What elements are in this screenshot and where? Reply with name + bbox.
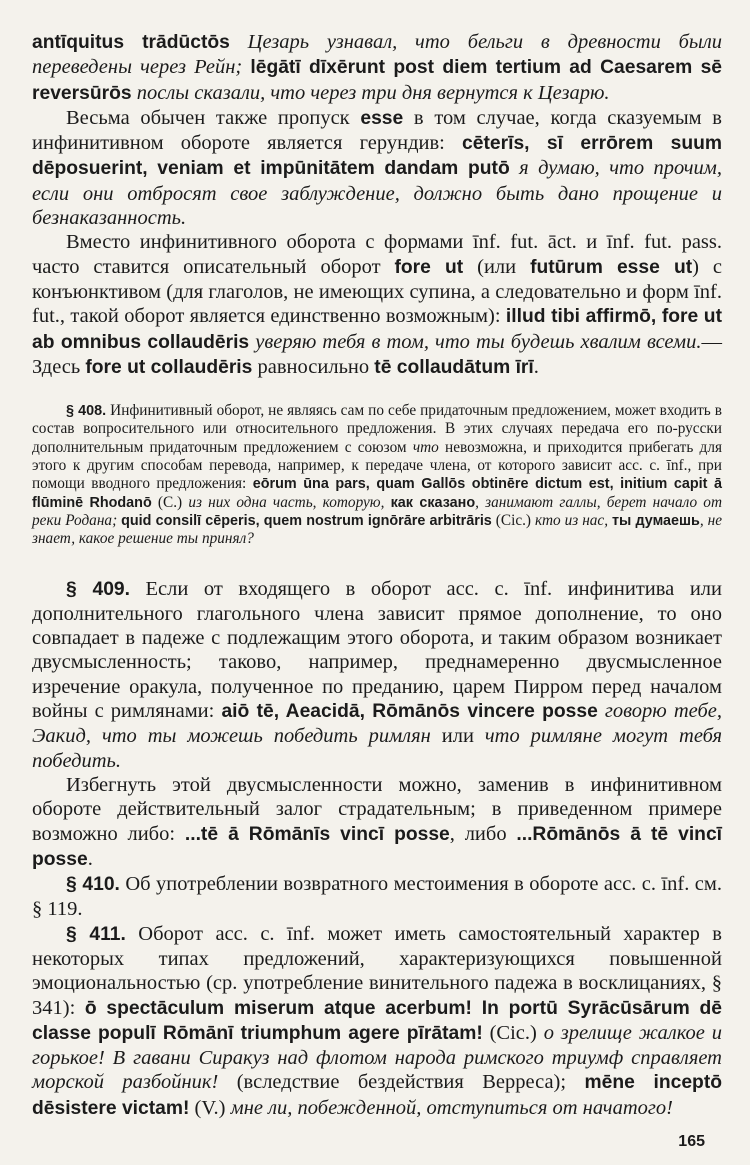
latin-text: quid consilī cēperis, quem nostrum ignōrāre arbitrāris: [121, 512, 492, 529]
translation-text: послы сказали, что через три дня вернутся к Цезарю.: [131, 81, 610, 104]
latin-text: illud tibi affirmō, fore ut ab omnibus collaudēris: [32, 306, 722, 353]
latin-text: eōrum ūna pars, quam Gallōs obtinēre dictum est, initium capit ā flūminē Rhodanō: [32, 476, 722, 511]
body-text: .: [87, 847, 93, 870]
body-text: Инфинитивный оборот, не являясь сам по себе придаточным предложением, может входить в состав вопросительного или относительного предложения. В этих случаях передача его по-русски дополнительным придаточным предложением с союзом: [32, 402, 722, 456]
latin-text: ...tē ā Rōmānīs vincī posse: [184, 823, 450, 845]
section-408: [32, 402, 722, 548]
source-ref: (Cic.): [491, 511, 535, 529]
body-text: .: [533, 355, 539, 378]
body-text: Оборот acc. c. īnf. может иметь самостоятельный характер в некоторых типах предложений, характеризующихся повышенной эмоциональностью (ср. употребление винительного падежа в восклицаниях, § 341):: [32, 922, 722, 1019]
body-text: Если от входящего в оборот acc. c. īnf. инфинитива или дополнительного глагольного члена зависит прямое дополнение, то оно совпадает в падеже с подлежащим этого оборота, и таким образом возникает двусмысленность; таково, например, преднамеренно двусмысленное изречение оракула, полученное по преданию, царем Пирром перед началом войны с римлянами:: [32, 577, 722, 723]
latin-text: cēterīs, sī errōrem suum dēposuerint, veniam et impūnitātem dandam putō: [32, 133, 722, 180]
body-text: в том случае, когда сказуемым в инфинитивном обороте является герундив:: [32, 106, 722, 155]
latin-text: ...Rōmānōs ā tē vincī posse: [32, 823, 723, 870]
body-text: (или: [463, 255, 531, 278]
section-number: § 410.: [66, 874, 120, 896]
section-409: [32, 577, 722, 773]
section-number: § 411.: [66, 923, 126, 945]
translation-text: о зрелище жалкое и горькое! В гавани Сиракуз над флотом народа римского триумф справляет морской разбойник!: [32, 1021, 722, 1094]
translation-text: кто из нас,: [535, 511, 613, 529]
latin-text: fore ut collaudēris: [85, 356, 253, 378]
latin-text: fore ut: [394, 256, 464, 278]
section-number: § 408.: [66, 403, 107, 420]
translation-text: Цезарь узнавал, что бельги в древности были переведены через Рейн;: [32, 31, 723, 79]
latin-text: ō spectāculum miserum atque acerbum! In portū Syrācūsārum dē classe populī Rōmānī triumphum agere pīrātam!: [32, 997, 723, 1044]
section-408-text: [32, 402, 722, 548]
translation-text: , занимают галлы, берет начало от реки Родана;: [32, 493, 723, 529]
emphasis-text: как сказано: [390, 494, 476, 511]
body-text: ) с конъюнктивом (для глаголов, не имеющих супина, а следовательно и форм īnf. fut., такой оборот является единственно возможным):: [32, 255, 722, 328]
translation-text: мне ли, побежденной, отступиться от начатого!: [230, 1096, 673, 1119]
page-number: 165: [678, 1133, 705, 1150]
translation-text: из них одна часть, которую,: [188, 493, 391, 511]
body-text: невозможна, и приходится прибегать для этого к другим способам перевода, например, к передаче члена, от которого зависит acc. c. īnf., при помощи вводного предложения:: [32, 438, 722, 493]
main-text: [32, 30, 722, 1121]
latin-text: tē collaudātum īrī: [374, 356, 534, 378]
source-ref: (Cic.): [482, 1021, 544, 1044]
source-ref: (V.): [189, 1096, 231, 1119]
section-number: § 409.: [66, 578, 130, 600]
section-410: [32, 872, 722, 922]
body-text: Избегнуть этой двусмысленности можно, заменив в инфинитивном обороте действительный залог страдательным; в приведенном примере возможно либо:: [32, 773, 722, 845]
paragraph-3: [32, 230, 722, 380]
latin-text: aiō tē, Aeacidā, Rōmānōs vincere posse: [221, 701, 598, 723]
section-411: [32, 922, 722, 1121]
translation-text: уверяю тебя в том, что ты будешь хвалим всеми.: [249, 330, 702, 353]
body-text: (вследствие бездействия Верреса);: [218, 1071, 585, 1094]
latin-text: antīquitus trādūctōs: [32, 32, 230, 53]
latin-text: futūrum esse ut: [530, 256, 693, 278]
source-ref: (C.): [151, 493, 189, 511]
latin-text: mēne inceptō dēsistere victam!: [32, 1072, 722, 1119]
body-text: Весьма обычен также пропуск: [66, 106, 361, 129]
translation-text: , не знает, какое решение ты принял?: [32, 511, 722, 548]
paragraph-5: [32, 773, 722, 872]
body-text: равносильно: [252, 355, 375, 378]
body-text: или: [430, 725, 485, 748]
paragraph-2: [32, 106, 722, 230]
paragraph-1: [32, 30, 722, 106]
latin-text: esse: [360, 107, 404, 129]
translation-text: говорю тебе, Эакид, что ты можешь победить римлян: [32, 700, 722, 748]
emphasis-text: ты думаешь: [612, 512, 700, 529]
body-text: , либо: [449, 822, 517, 845]
body-text: — Здесь: [32, 330, 722, 378]
latin-text: lēgātī dīxērunt post diem tertium ad Caesarem sē reversūrōs: [32, 57, 722, 104]
body-text: Об употреблении возвратного местоимения в обороте acc. c. īnf. см. § 119.: [32, 873, 722, 921]
body-text: Вместо инфинитивного оборота с формами īnf. fut. āct. и īnf. fut. pass. часто ставится описательный оборот: [32, 231, 722, 278]
translation-text: что римляне могут тебя победить.: [32, 725, 723, 772]
translation-text: я думаю, что прочим, если они отбросят свое заблуждение, должно быть дано прощение и безнаказанность.: [32, 157, 723, 230]
translation-text: что: [412, 438, 439, 456]
